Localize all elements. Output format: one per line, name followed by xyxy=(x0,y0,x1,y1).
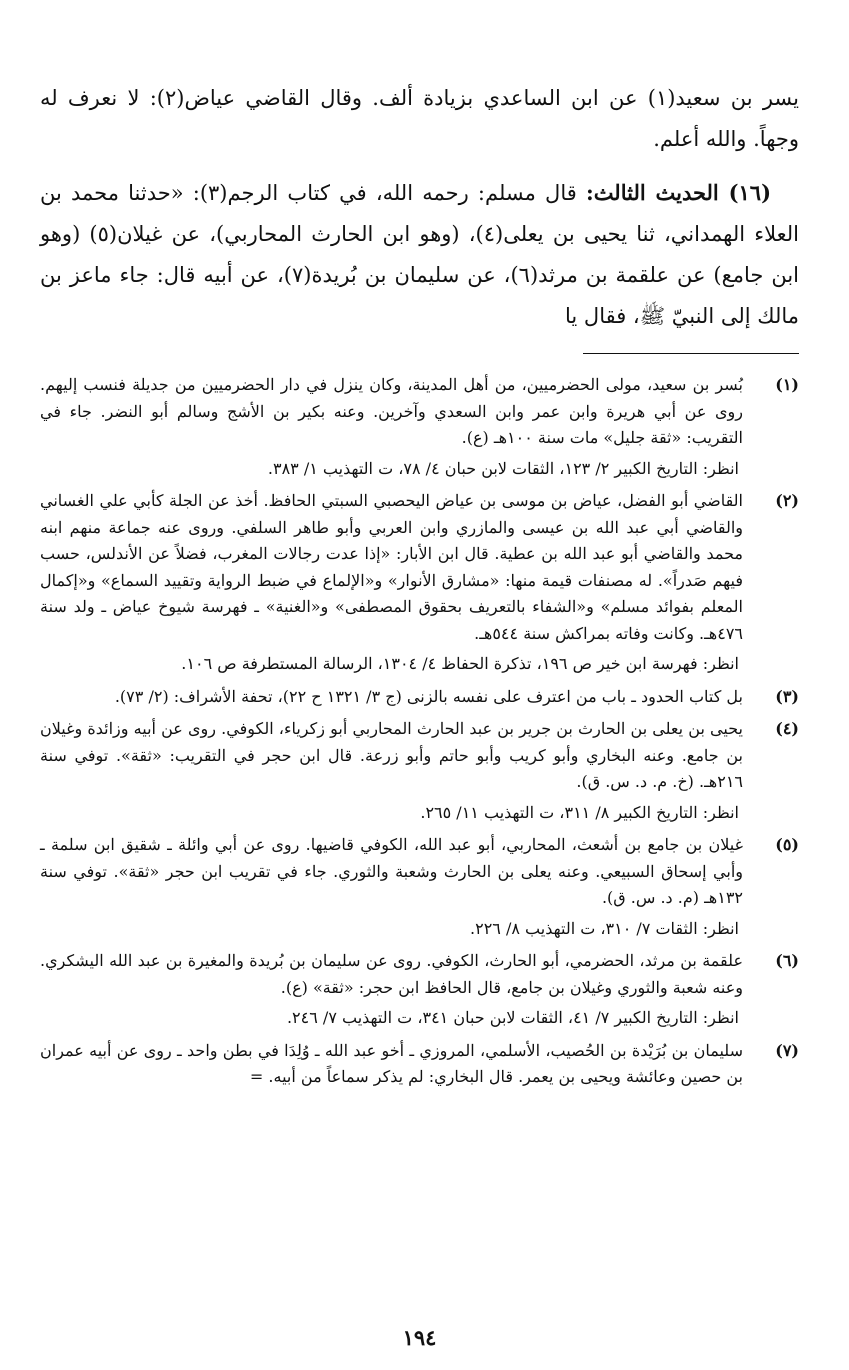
hadith-text: قال مسلم: رحمه الله، في كتاب الرجم(٣): «حدثنا محمد بن العلاء الهمداني، ثنا يحيى بن يعلى(٤)، (وهو ابن الحارث المحاربي)، عن غيلان(٥) (وهو ابن جامع) عن علقمة بن مرثد(٦)، عن سليمان بن بُريدة(٧)، عن أبيه قال: جاء ماعز بن مالك إلى النبيّ ﷺ، فقال يا xyxy=(40,181,800,328)
footnote-reference: انظر: التاريخ الكبير ٧/ ٤١، الثقات لابن حبان ٣٤١، ت التهذيب ٧/ ٢٤٦. xyxy=(286,1008,739,1027)
footnote-text: بُسر بن سعيد، مولى الحضرميين، من أهل المدينة، وكان ينزل في دار الحضرميين من جديلة فنسب إليهم. روى عن أبي هريرة وابن عمر وابن السعدي وآخرين. وعنه بكير بن الأشج وسالم أبو النضر. جاء في التقريب: «ثقة جليل» مات سنة ١٠٠هـ (ع). xyxy=(40,375,743,447)
footnote-6 xyxy=(40,948,799,1032)
hadith-heading: (١٦) الحديث الثالث: xyxy=(585,180,772,205)
footnote-number: (٤) xyxy=(775,719,799,738)
footnotes xyxy=(40,372,799,1091)
footnote-7 xyxy=(40,1038,799,1091)
footnote-reference: انظر: فهرسة ابن خير ص ١٩٦، تذكرة الحفاظ ٤/ ١٣٠٤، الرسالة المستطرفة ص ١٠٦. xyxy=(181,654,739,673)
page-number: ١٩٤ xyxy=(402,1325,437,1350)
footnote-text: بل كتاب الحدود ـ باب من اعترف على نفسه بالزنى (ج ٣/ ١٣٢١ ح ٢٢)، تحفة الأشراف: (٢/ ٧٣). xyxy=(114,686,743,706)
main-text xyxy=(40,78,799,337)
footnote-text: علقمة بن مرثد، الحضرمي، أبو الحارث، الكوفي. روى عن سليمان بن بُريدة والمغيرة بن عبد الله اليشكري. وعنه شعبة والثوري وغيلان بن جامع، قال الحافظ ابن حجر: «ثقة» (ع). xyxy=(40,951,743,997)
footnote-separator xyxy=(583,353,799,354)
main-paragraph-1: يسر بن سعيد(١) عن ابن الساعدي بزيادة ألف. وقال القاضي عياض(٢): لا نعرف له وجهاً. والله أعلم. xyxy=(40,86,799,151)
footnote-reference: انظر: التاريخ الكبير ٢/ ١٢٣، الثقات لابن حبان ٤/ ٧٨، ت التهذيب ١/ ٣٨٣. xyxy=(267,458,739,478)
footnote-text: سليمان بن بُرَيْدة بن الحُصيب، الأسلمي، المروزي ـ أخو عبد الله ـ وُلِدَا في بطن واحد ـ روى عن أبيه عمران بن حصين وعائشة ويحيى بن يعمر. قال البخاري: لم يذكر سماعاً من أبيه. = xyxy=(40,1040,743,1086)
footnote-2 xyxy=(40,488,799,678)
main-paragraph-2 xyxy=(40,172,799,337)
footnote-number: (١) xyxy=(775,375,799,394)
footnote-text: القاضي أبو الفضل، عياض بن موسى بن عياض اليحصبي السبتي الحافظ. أخذ عن الجلة كأبي علي الغساني والقاضي أبي عبد الله بن عيسى والمازري وابن العربي وأبو طاهر السلفي. وروى عنه جماعة منهم ابنه محمد والقاضي أبو عبد الله بن عطية. قال ابن الأبار: «إذا عدت رجالات المغرب، فضلاً عن الأندلس، حسب فيهم صَدراً». له مصنفات قيمة منها: «مشارق الأنوار» و«الإلماع في ضبط الرواية وتقييد السماع» و«إكمال المعلم بفوائد مسلم» و«الشفاء بالتعريف بحقوق المصطفى» و«الغنية» ـ فهرسة شيوخ عياض ـ ولد سنة ٤٧٦هـ. وكانت وفاته بمراكش سنة ٥٤٤هـ. xyxy=(40,491,743,643)
footnote-number: (٥) xyxy=(775,835,799,854)
footnote-number: (٣) xyxy=(775,686,799,706)
book-page xyxy=(40,78,799,1350)
footnote-5 xyxy=(40,832,799,942)
footnote-1 xyxy=(40,372,799,482)
footnote-reference: انظر: التاريخ الكبير ٨/ ٣١١، ت التهذيب ١١/ ٢٦٥. xyxy=(420,802,739,822)
footnote-text: يحيى بن يعلى بن الحارث بن جرير بن عبد الحارث المحاربي أبو زكرياء، الكوفي. روى عن أبيه وزائدة وغيلان بن جامع. وعنه البخاري وأبو كريب وأبو حاتم وأبو زرعة. قال ابن حجر في التقريب: «ثقة». توفي سنة ٢١٦هـ. (خ. م. د. س. ق). xyxy=(40,719,743,791)
footnote-text: غيلان بن جامع بن أشعث، المحاربي، أبو عبد الله، الكوفي قاضيها. روى عن أبي وائلة ـ شقيق ابن سلمة ـ وأبي إسحاق السبيعي. وعنه يعلى بن الحارث وشعبة والثوري. جاء في تقريب ابن حجر «ثقة». توفي سنة ١٣٢هـ (م. د. س. ق). xyxy=(40,835,743,907)
footnote-3 xyxy=(40,684,799,711)
footnote-number: (٧) xyxy=(775,1040,799,1060)
footnote-number: (٢) xyxy=(775,491,799,510)
footnote-number: (٦) xyxy=(775,951,799,970)
footnote-4 xyxy=(40,716,799,826)
footnote-reference: انظر: الثقات ٧/ ٣١٠، ت التهذيب ٨/ ٢٢٦. xyxy=(470,918,739,938)
